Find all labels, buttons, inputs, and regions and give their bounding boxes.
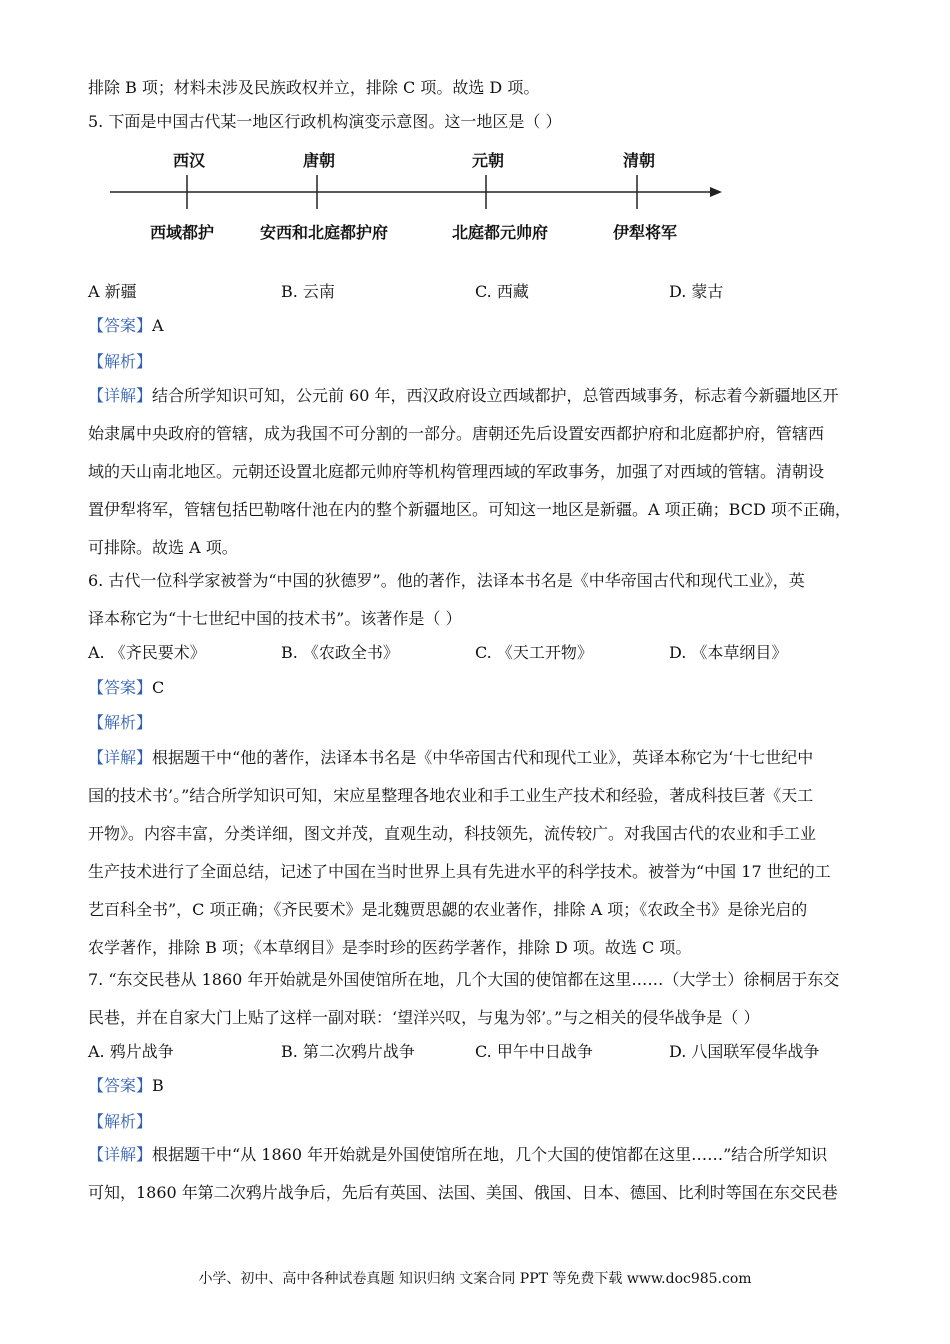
admin-evolution-diagram (110, 140, 730, 250)
detail-tag: 【详解】 (88, 748, 153, 767)
q5-option-a: A 新疆 (88, 282, 137, 301)
q5-option-d: D. 蒙古 (669, 282, 724, 301)
answer-value: C (152, 678, 165, 697)
institution-label: 西域都护 (149, 223, 215, 242)
q5-answer (88, 316, 164, 336)
q7-answer (88, 1076, 164, 1096)
detail-row: 农学著作，排除 B 项；《本草纲目》是李时珍的医药学著作，排除 D 项。故选 C 项。 (88, 938, 692, 957)
q7-option-a: A. 鸦片战争 (88, 1042, 174, 1061)
detail-row: 艺百科全书”，C 项正确；《齐民要术》是北魏贾思勰的农业著作，排除 A 项；《农政全书》是徐光启的 (88, 900, 808, 919)
detail-tag: 【详解】 (88, 1145, 153, 1164)
q5-option-b: B. 云南 (281, 282, 335, 301)
q5-detail (88, 377, 864, 567)
q6-analysis-tag: 【解析】 (88, 713, 153, 732)
q7-analysis-tag: 【解析】 (88, 1112, 153, 1131)
answer-tag: 【答案】 (88, 316, 153, 335)
institution-label: 伊犁将军 (612, 223, 678, 242)
answer-value: A (152, 316, 164, 335)
text-line: 排除 B 项；材料未涉及民族政权并立，排除 C 项。故选 D 项。 (88, 78, 540, 97)
detail-row: 开物》。内容丰富，分类详细，图文并茂，直观生动，科技领先，流传较广。对我国古代的农业和手工业 (88, 824, 817, 843)
period-label: 唐朝 (302, 151, 336, 170)
question-5-stem: 5. 下面是中国古代某一地区行政机构演变示意图。这一地区是（ ） (88, 112, 562, 131)
detail-row: 始隶属中央政府的管辖，成为我国不可分割的一部分。唐朝还先后设置安西都护府和北庭都护府，管辖西 (88, 424, 825, 443)
q5-analysis-tag: 【解析】 (88, 352, 153, 371)
q6-option-a: A. 《齐民要术》 (88, 643, 206, 662)
detail-row: 生产技术进行了全面总结，记述了中国在当时世界上具有先进水平的科学技术。被誉为“中国 17 世纪的工 (88, 862, 831, 881)
institution-label: 北庭都元帅府 (451, 223, 549, 242)
page-footer: 小学、初中、高中各种试卷真题 知识归纳 文案合同 PPT 等免费下载 www.doc985.com (198, 1271, 752, 1287)
detail-tag: 【详解】 (88, 386, 153, 405)
answer-tag: 【答案】 (88, 678, 153, 697)
answer-value: B (152, 1076, 164, 1095)
detail-row: 可排除。故选 A 项。 (88, 538, 238, 557)
detail-row: 置伊犁将军，管辖包括巴勒喀什池在内的整个新疆地区。可知这一地区是新疆。A 项正确；BCD 项不正确， (88, 500, 851, 519)
detail-row: 【详解】结合所学知识可知，公元前 60 年，西汉政府设立西域都护，总管西域事务，标志着今新疆地区开 (88, 386, 839, 405)
q6-option-d: D. 《本草纲目》 (669, 643, 788, 662)
q6-option-c: C. 《天工开物》 (475, 643, 593, 662)
q7-option-d: D. 八国联军侵华战争 (669, 1042, 820, 1061)
period-label: 清朝 (622, 151, 656, 170)
q7-detail (88, 1136, 864, 1212)
period-label: 元朝 (471, 151, 505, 170)
q5-option-c: C. 西藏 (475, 282, 529, 301)
detail-row: 【详解】根据题干中“从 1860 年开始就是外国使馆所在地，几个大国的使馆都在这里……”结合所学知识 (88, 1145, 828, 1164)
detail-row: 域的天山南北地区。元朝还设置北庭都元帅府等机构管理西域的军政事务，加强了对西域的管辖。清朝设 (88, 462, 825, 481)
detail-row: 【详解】根据题干中“他的著作，法译本书名是《中华帝国古代和现代工业》，英译本称它为‘十七世纪中 (88, 748, 814, 767)
q6-option-b: B. 《农政全书》 (281, 643, 399, 662)
q6-answer (88, 678, 164, 698)
q6-detail (88, 739, 864, 967)
period-label: 西汉 (172, 151, 206, 170)
detail-row: 可知，1860 年第二次鸦片战争后，先后有英国、法国、美国、俄国、日本、德国、比利时等国在东交民巷 (88, 1183, 838, 1202)
q7-option-c: C. 甲午中日战争 (475, 1042, 593, 1061)
answer-tag: 【答案】 (88, 1076, 153, 1095)
q7-option-b: B. 第二次鸦片战争 (281, 1042, 415, 1061)
detail-row: 国的技术书’。”结合所学知识可知，宋应星整理各地农业和手工业生产技术和经验，著成科技巨著《天工 (88, 786, 814, 805)
question-6-stem: 6. 古代一位科学家被誉为“中国的狄德罗”。他的著作，法译本书名是《中华帝国古代和现代工业》，英 译本称它为“十七世纪中国的技术书”。该著作是（ ） (88, 571, 805, 628)
institution-label: 安西和北庭都护府 (259, 223, 389, 242)
question-7-stem: 7. “东交民巷从 1860 年开始就是外国使馆所在地，几个大国的使馆都在这里……（大学士）徐桐居于东交 民巷，并在自家大门上贴了这样一副对联：‘望洋兴叹，与鬼为邻’。”与之相关的侵华战争是（ ） (88, 970, 840, 1027)
